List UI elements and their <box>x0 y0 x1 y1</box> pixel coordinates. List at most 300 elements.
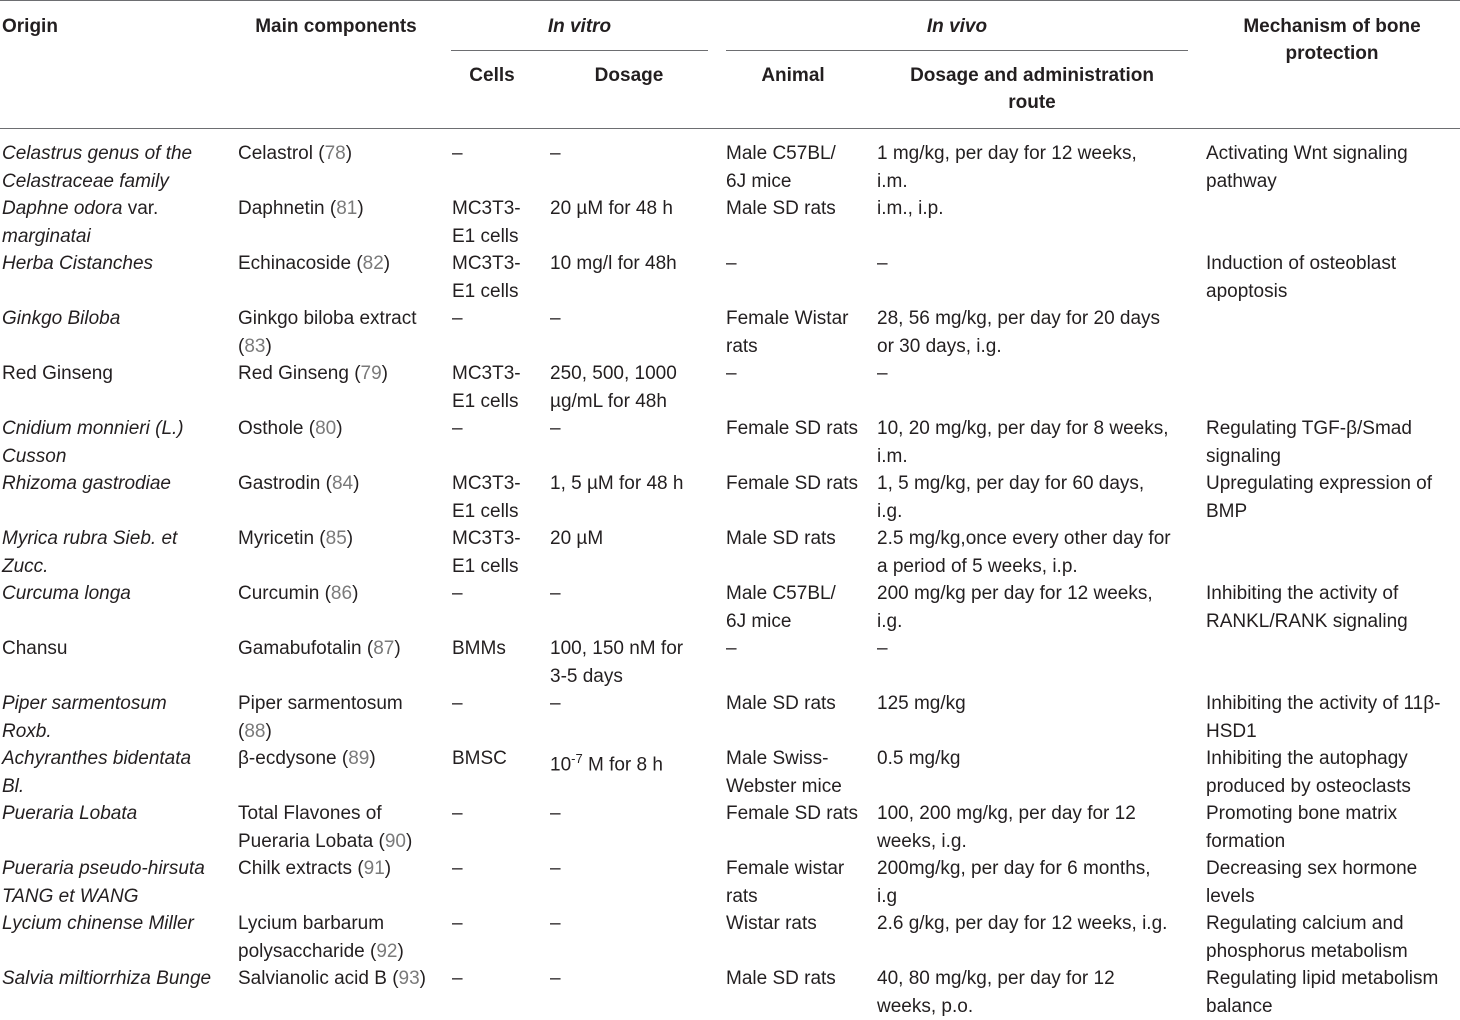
origin-text: Roxb. <box>2 721 52 742</box>
cell-cells <box>452 360 521 415</box>
cell-route <box>877 250 888 278</box>
header-mechanism-line1: Mechanism of bone <box>1206 13 1458 40</box>
cell-component <box>238 525 353 553</box>
mechanism-line: Regulating TGF-β/Smad <box>1206 415 1412 443</box>
route-line: – <box>877 360 888 388</box>
origin-text: Cnidium monnieri (L.) <box>2 418 184 439</box>
cell-mechanism <box>1206 855 1417 910</box>
cells-line: – <box>452 910 463 938</box>
animal-line: Wistar rats <box>726 910 817 938</box>
route-line: 1, 5 mg/kg, per day for 60 days, <box>877 470 1144 498</box>
animal-line: Female SD rats <box>726 470 858 498</box>
cell-animal <box>726 360 737 388</box>
route-line: weeks, p.o. <box>877 993 1115 1020</box>
origin-line <box>2 718 167 746</box>
cell-dosage <box>550 415 561 443</box>
reference-link: 84 <box>332 473 353 494</box>
origin-text: Zucc. <box>2 556 48 577</box>
mechanism-line: apoptosis <box>1206 278 1396 306</box>
route-line: – <box>877 635 888 663</box>
cell-route <box>877 745 960 773</box>
cell-animal <box>726 690 836 718</box>
animal-line: Male SD rats <box>726 965 836 993</box>
route-line: 200mg/kg, per day for 6 months, <box>877 855 1151 883</box>
route-line: a period of 5 weeks, i.p. <box>877 553 1171 581</box>
origin-text: TANG et WANG <box>2 886 139 907</box>
animal-line: Male C57BL/ <box>726 140 836 168</box>
route-line: – <box>877 250 888 278</box>
cell-route <box>877 910 1167 938</box>
origin-line <box>2 910 194 938</box>
route-line: 10, 20 mg/kg, per day for 8 weeks, <box>877 415 1169 443</box>
cell-animal <box>726 305 848 360</box>
cells-line: MC3T3- <box>452 195 521 223</box>
component-text: Gastrodin <box>238 473 320 494</box>
component-line: Gamabufotalin (87) <box>238 635 401 663</box>
cell-dosage <box>550 470 683 498</box>
cell-origin <box>2 470 171 498</box>
reference-link: 83 <box>244 336 265 357</box>
origin-line <box>2 250 153 278</box>
cell-origin <box>2 360 113 388</box>
mechanism-line: Induction of osteoblast <box>1206 250 1396 278</box>
origin-text: Chansu <box>2 638 68 659</box>
dosage-line: – <box>550 800 561 828</box>
cell-cells <box>452 195 521 250</box>
cell-dosage <box>550 745 663 779</box>
component-text: Gamabufotalin <box>238 638 362 659</box>
header-dosage-route-line2: route <box>876 89 1188 116</box>
animal-line: Male SD rats <box>726 195 836 223</box>
animal-line: Male C57BL/ <box>726 580 836 608</box>
header-in-vitro-text: In vitro <box>548 16 611 37</box>
route-line: i.m., i.p. <box>877 195 944 223</box>
mechanism-line: Inhibiting the autophagy <box>1206 745 1411 773</box>
cell-component <box>238 415 343 443</box>
cell-origin <box>2 635 68 663</box>
cell-dosage <box>550 635 683 690</box>
cell-component <box>238 745 376 773</box>
cell-cells <box>452 800 463 828</box>
component-line: Osthole (80) <box>238 415 343 443</box>
animal-line: Female Wistar <box>726 305 848 333</box>
cell-route <box>877 470 1144 525</box>
cell-mechanism <box>1206 690 1440 745</box>
animal-line: Female SD rats <box>726 800 858 828</box>
origin-text: Cusson <box>2 446 66 467</box>
origin-line <box>2 305 120 333</box>
mechanism-line: phosphorus metabolism <box>1206 938 1408 966</box>
origin-line <box>2 883 205 911</box>
origin-line <box>2 580 131 608</box>
mechanism-line: formation <box>1206 828 1397 856</box>
animal-line: – <box>726 360 737 388</box>
cell-component <box>238 580 358 608</box>
component-text: Ginkgo biloba extract <box>238 308 417 329</box>
cell-route <box>877 965 1115 1020</box>
component-text: Pueraria Lobata <box>238 831 373 852</box>
mechanism-line: Promoting bone matrix <box>1206 800 1397 828</box>
route-line: weeks, i.g. <box>877 828 1136 856</box>
cell-cells <box>452 525 521 580</box>
cells-line: E1 cells <box>452 553 521 581</box>
cells-line: – <box>452 800 463 828</box>
mechanism-line: produced by osteoclasts <box>1206 773 1411 801</box>
cell-component <box>238 250 390 278</box>
cell-cells <box>452 140 463 168</box>
cell-dosage <box>550 525 603 553</box>
cell-route <box>877 415 1169 470</box>
origin-text: Lycium chinense Miller <box>2 913 194 934</box>
origin-line <box>2 415 184 443</box>
cell-dosage <box>550 965 561 993</box>
dosage-line: – <box>550 305 561 333</box>
reference-link: 79 <box>361 363 382 384</box>
component-line: Chilk extracts (91) <box>238 855 391 883</box>
header-in-vivo <box>726 13 1188 40</box>
route-line: or 30 days, i.g. <box>877 333 1160 361</box>
cell-origin <box>2 305 120 333</box>
route-line: 28, 56 mg/kg, per day for 20 days <box>877 305 1160 333</box>
mechanism-line: levels <box>1206 883 1417 911</box>
cell-animal <box>726 965 836 993</box>
reference-link: 90 <box>385 831 406 852</box>
origin-text: Curcuma longa <box>2 583 131 604</box>
component-text: Chilk extracts <box>238 858 352 879</box>
mechanism-line: Regulating lipid metabolism <box>1206 965 1438 993</box>
component-text: Total Flavones of <box>238 803 382 824</box>
cell-origin <box>2 745 191 800</box>
cell-component <box>238 910 404 965</box>
cell-origin <box>2 250 153 278</box>
dosage-line: 250, 500, 1000 <box>550 360 677 388</box>
top-rule <box>0 0 1460 1</box>
mechanism-line: pathway <box>1206 168 1408 196</box>
origin-line <box>2 223 158 251</box>
cells-line: MC3T3- <box>452 360 521 388</box>
cell-route <box>877 360 888 388</box>
in-vivo-rule <box>726 50 1188 51</box>
mechanism-line: Inhibiting the activity of <box>1206 580 1408 608</box>
cell-mechanism <box>1206 415 1412 470</box>
cell-mechanism <box>1206 965 1438 1020</box>
origin-text: Pueraria pseudo-hirsuta <box>2 858 205 879</box>
component-line: Pueraria Lobata (90) <box>238 828 412 856</box>
component-text: Osthole <box>238 418 303 439</box>
header-animal: Animal <box>726 62 860 89</box>
origin-text: Ginkgo Biloba <box>2 308 120 329</box>
cell-cells <box>452 910 463 938</box>
component-text: Red Ginseng <box>238 363 349 384</box>
component-line <box>238 800 412 828</box>
origin-line <box>2 773 191 801</box>
origin-text: Red Ginseng <box>2 363 113 384</box>
cell-route <box>877 855 1151 910</box>
reference-link: 89 <box>348 748 369 769</box>
origin-line <box>2 525 177 553</box>
cell-mechanism <box>1206 250 1396 305</box>
animal-line: Female wistar <box>726 855 844 883</box>
cells-line: – <box>452 855 463 883</box>
cell-origin <box>2 195 158 250</box>
route-line: i.m. <box>877 168 1137 196</box>
header-origin: Origin <box>2 13 58 40</box>
dosage-line: – <box>550 580 561 608</box>
animal-line: Male SD rats <box>726 690 836 718</box>
component-line <box>238 690 403 718</box>
cell-dosage <box>550 305 561 333</box>
cell-dosage <box>550 580 561 608</box>
origin-text: marginatai <box>2 226 91 247</box>
mechanism-line: HSD1 <box>1206 718 1440 746</box>
cells-line: E1 cells <box>452 223 521 251</box>
header-cells: Cells <box>451 62 533 89</box>
origin-suffix: var. <box>122 198 158 219</box>
cell-component <box>238 690 403 745</box>
cell-origin <box>2 965 211 993</box>
cell-origin <box>2 140 192 195</box>
reference-link: 92 <box>376 941 397 962</box>
component-text: Daphnetin <box>238 198 325 219</box>
animal-line: rats <box>726 333 848 361</box>
cell-dosage <box>550 855 561 883</box>
route-line: 40, 80 mg/kg, per day for 12 <box>877 965 1115 993</box>
component-line: Myricetin (85) <box>238 525 353 553</box>
cells-line: BMSC <box>452 745 507 773</box>
origin-text: Myrica rubra Sieb. et <box>2 528 177 549</box>
cells-line: E1 cells <box>452 388 521 416</box>
component-text: Salvianolic acid B <box>238 968 387 989</box>
origin-line <box>2 360 113 388</box>
component-line: (83) <box>238 333 417 361</box>
cell-animal <box>726 910 817 938</box>
cells-line: – <box>452 580 463 608</box>
cell-animal <box>726 140 836 195</box>
cell-animal <box>726 525 836 553</box>
animal-line: Female SD rats <box>726 415 858 443</box>
route-line: 125 mg/kg <box>877 690 966 718</box>
origin-line <box>2 965 211 993</box>
component-line: polysaccharide (92) <box>238 938 404 966</box>
dosage-line: – <box>550 855 561 883</box>
component-text: Piper sarmentosum <box>238 693 403 714</box>
route-line: 1 mg/kg, per day for 12 weeks, <box>877 140 1137 168</box>
cells-line: – <box>452 965 463 993</box>
mechanism-line: signaling <box>1206 443 1412 471</box>
animal-line: Webster mice <box>726 773 842 801</box>
component-line: Gastrodin (84) <box>238 470 359 498</box>
animal-line: Male SD rats <box>726 525 836 553</box>
component-line: Curcumin (86) <box>238 580 358 608</box>
cell-cells <box>452 855 463 883</box>
mechanism-line: BMP <box>1206 498 1432 526</box>
component-line: Red Ginseng (79) <box>238 360 388 388</box>
route-line: i.g. <box>877 498 1144 526</box>
cell-origin <box>2 580 131 608</box>
reference-link: 80 <box>315 418 336 439</box>
reference-link: 91 <box>364 858 385 879</box>
cell-route <box>877 140 1137 195</box>
route-line: i.g. <box>877 608 1153 636</box>
cell-route <box>877 690 966 718</box>
cell-component <box>238 635 401 663</box>
component-text: Celastrol <box>238 143 313 164</box>
cell-cells <box>452 470 521 525</box>
dosage-line: 20 µM <box>550 525 603 553</box>
cell-route <box>877 525 1171 580</box>
origin-text: Pueraria Lobata <box>2 803 137 824</box>
origin-text: Herba Cistanches <box>2 253 153 274</box>
animal-line: 6J mice <box>726 608 836 636</box>
component-text: Echinacoside <box>238 253 351 274</box>
cells-line: – <box>452 690 463 718</box>
reference-link: 93 <box>399 968 420 989</box>
cell-mechanism <box>1206 800 1397 855</box>
reference-link: 87 <box>373 638 394 659</box>
header-bottom-rule <box>0 128 1460 129</box>
component-line: β-ecdysone (89) <box>238 745 376 773</box>
route-line: 0.5 mg/kg <box>877 745 960 773</box>
cell-dosage <box>550 360 677 415</box>
origin-line <box>2 635 68 663</box>
cell-cells <box>452 635 506 663</box>
cell-dosage <box>550 195 673 223</box>
cell-animal <box>726 250 737 278</box>
header-dosage-route-line1: Dosage and administration <box>876 62 1188 89</box>
dosage-line: – <box>550 965 561 993</box>
cell-component <box>238 305 417 360</box>
reference-link: 86 <box>331 583 352 604</box>
cell-mechanism <box>1206 140 1408 195</box>
origin-line <box>2 800 137 828</box>
cell-route <box>877 800 1136 855</box>
dosage-line: 10 mg/l for 48h <box>550 250 677 278</box>
mechanism-line: Regulating calcium and <box>1206 910 1408 938</box>
origin-line <box>2 443 184 471</box>
cell-cells <box>452 690 463 718</box>
header-in-vivo-text: In vivo <box>927 16 987 37</box>
cell-origin <box>2 525 177 580</box>
dosage-rest: M for 8 h <box>583 754 663 775</box>
component-text: polysaccharide <box>238 941 365 962</box>
cells-line: – <box>452 415 463 443</box>
component-text: Curcumin <box>238 583 319 604</box>
animal-line: rats <box>726 883 844 911</box>
route-line: 100, 200 mg/kg, per day for 12 <box>877 800 1136 828</box>
component-text: Lycium barbarum <box>238 913 384 934</box>
mechanism-line: Inhibiting the activity of 11β- <box>1206 690 1440 718</box>
route-line: 2.5 mg/kg,once every other day for <box>877 525 1171 553</box>
dosage-line: 20 µM for 48 h <box>550 195 673 223</box>
cell-route <box>877 195 944 223</box>
cell-cells <box>452 965 463 993</box>
dosage-line: – <box>550 690 561 718</box>
header-main-components: Main components <box>238 13 434 40</box>
cell-cells <box>452 250 521 305</box>
header-dosage-route <box>876 62 1188 116</box>
cell-route <box>877 580 1153 635</box>
cell-component <box>238 140 352 168</box>
cell-animal <box>726 470 858 498</box>
mechanism-line: Activating Wnt signaling <box>1206 140 1408 168</box>
cell-animal <box>726 800 858 828</box>
cell-animal <box>726 195 836 223</box>
component-line <box>238 910 404 938</box>
cell-dosage <box>550 800 561 828</box>
cells-line: MC3T3- <box>452 525 521 553</box>
header-in-vitro <box>451 13 708 40</box>
origin-text: Daphne odora <box>2 198 122 219</box>
origin-line <box>2 855 205 883</box>
cell-origin <box>2 415 184 470</box>
cells-line: – <box>452 140 463 168</box>
in-vitro-rule <box>451 50 708 51</box>
origin-text: Celastraceae family <box>2 171 169 192</box>
cell-animal <box>726 580 836 635</box>
cell-mechanism <box>1206 470 1432 525</box>
cell-origin <box>2 690 167 745</box>
cell-component <box>238 965 426 993</box>
reference-link: 78 <box>325 143 346 164</box>
origin-text: Salvia miltiorrhiza Bunge <box>2 968 211 989</box>
origin-line <box>2 553 177 581</box>
cell-cells <box>452 305 463 333</box>
animal-line: Male Swiss- <box>726 745 842 773</box>
origin-line <box>2 140 192 168</box>
cell-mechanism <box>1206 580 1408 635</box>
origin-text: Piper sarmentosum <box>2 693 167 714</box>
component-line <box>238 305 417 333</box>
cell-mechanism <box>1206 745 1411 800</box>
origin-line <box>2 470 171 498</box>
animal-line: – <box>726 635 737 663</box>
reference-link: 82 <box>363 253 384 274</box>
origin-text: Achyranthes bidentata <box>2 748 191 769</box>
cells-line: BMMs <box>452 635 506 663</box>
reference-link: 81 <box>336 198 357 219</box>
cells-line: E1 cells <box>452 498 521 526</box>
origin-text: Bl. <box>2 776 24 797</box>
mechanism-line: balance <box>1206 993 1438 1020</box>
header-mechanism <box>1206 13 1458 67</box>
cell-origin <box>2 855 205 910</box>
component-text: β-ecdysone <box>238 748 337 769</box>
origin-text: Rhizoma gastrodiae <box>2 473 171 494</box>
animal-line: – <box>726 250 737 278</box>
cell-component <box>238 195 364 223</box>
component-line: Daphnetin (81) <box>238 195 364 223</box>
route-line: i.g <box>877 883 1151 911</box>
dosage-line: 1, 5 µM for 48 h <box>550 470 683 498</box>
origin-line <box>2 195 158 223</box>
dosage-line: 3-5 days <box>550 663 683 691</box>
route-line: i.m. <box>877 443 1169 471</box>
dosage-base: 10 <box>550 754 571 775</box>
cell-mechanism <box>1206 910 1408 965</box>
route-line: 2.6 g/kg, per day for 12 weeks, i.g. <box>877 910 1167 938</box>
cells-line: MC3T3- <box>452 470 521 498</box>
dosage-line: 100, 150 nM for <box>550 635 683 663</box>
cell-component <box>238 855 391 883</box>
cell-component <box>238 800 412 855</box>
dosage-line: µg/mL for 48h <box>550 388 677 416</box>
cell-route <box>877 305 1160 360</box>
cell-dosage <box>550 690 561 718</box>
mechanism-line: Upregulating expression of <box>1206 470 1432 498</box>
header-mechanism-line2: protection <box>1206 40 1458 67</box>
origin-line <box>2 745 191 773</box>
cell-cells <box>452 745 507 773</box>
